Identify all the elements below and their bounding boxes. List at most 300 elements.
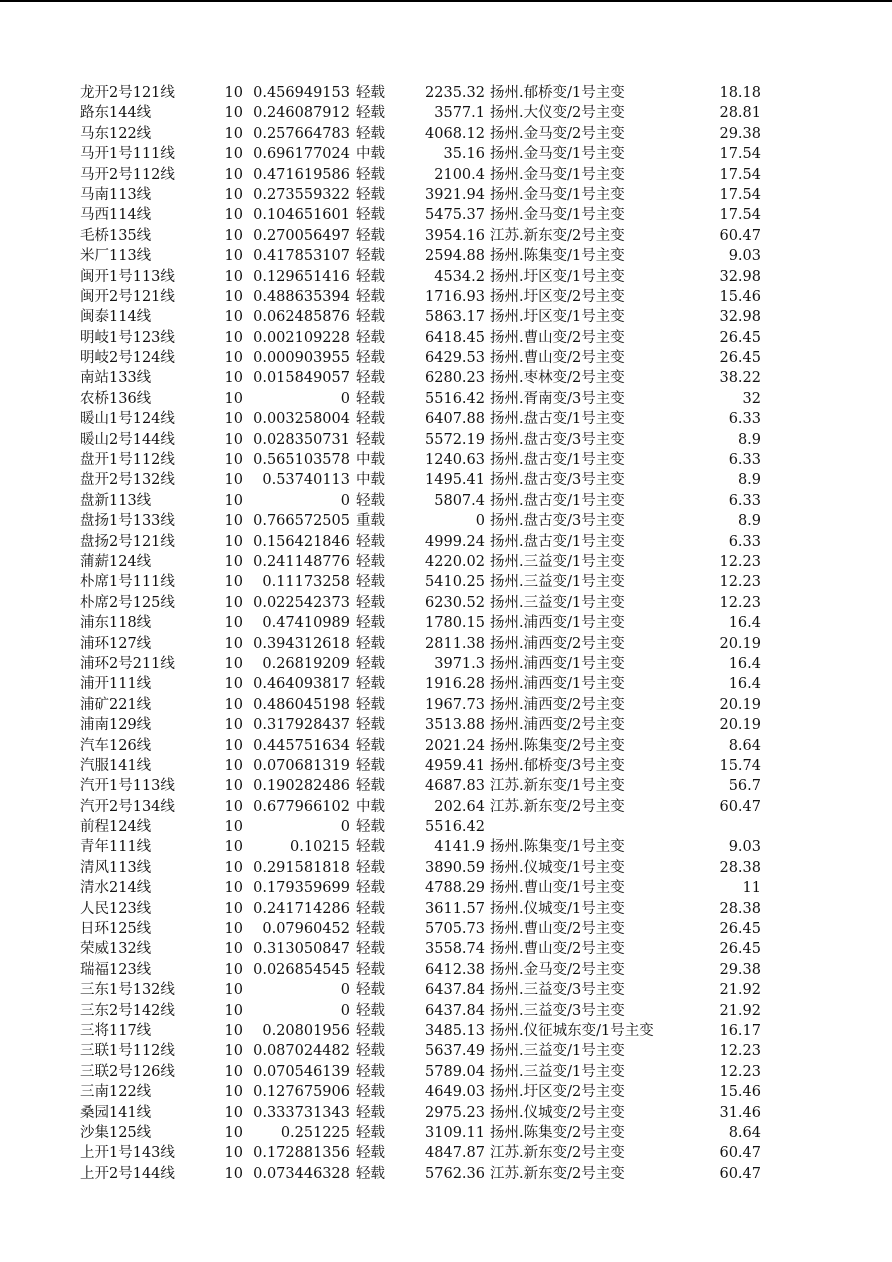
substation-cell: 扬州.陈集变/2号主变 <box>490 737 625 754</box>
value-cell: 8.64 <box>728 1124 761 1141</box>
table-row <box>0 430 892 450</box>
table-row <box>0 1103 892 1123</box>
load-rate-cell: 0.11173258 <box>262 574 350 591</box>
substation-cell: 扬州.盘古变/1号主变 <box>490 411 625 428</box>
load-rate-cell: 0.129651416 <box>253 268 350 285</box>
capacity-cell: 5863.17 <box>425 309 485 326</box>
value-cell: 20.19 <box>719 696 761 713</box>
value-cell: 21.92 <box>719 982 761 999</box>
load-status-cell: 轻载 <box>356 105 385 122</box>
voltage-cell: 10 <box>224 982 243 999</box>
load-status-cell: 轻载 <box>356 635 385 652</box>
load-status-cell: 轻载 <box>356 390 385 407</box>
load-status-cell: 轻载 <box>356 431 385 448</box>
voltage-cell: 10 <box>224 513 243 530</box>
substation-cell: 扬州.圩区变/2号主变 <box>490 1084 625 1101</box>
table-row <box>0 246 892 266</box>
voltage-cell: 10 <box>224 85 243 101</box>
value-cell: 60.47 <box>719 798 761 815</box>
capacity-cell: 4141.9 <box>434 839 485 856</box>
table-row <box>0 389 892 409</box>
line-name-cell: 盘开1号112线 <box>80 452 175 469</box>
value-cell: 60.47 <box>719 1165 761 1182</box>
capacity-cell: 5572.19 <box>425 431 485 448</box>
load-rate-cell: 0.241148776 <box>253 553 350 570</box>
capacity-cell: 3971.3 <box>434 655 485 672</box>
load-status-cell: 轻载 <box>356 615 385 632</box>
capacity-cell: 3577.1 <box>434 105 485 122</box>
value-cell: 17.54 <box>719 166 761 183</box>
table-row <box>0 1001 892 1021</box>
substation-cell: 扬州.浦西变/2号主变 <box>490 717 625 734</box>
value-cell: 26.45 <box>719 329 761 346</box>
table-row <box>0 899 892 919</box>
line-name-cell: 上开2号144线 <box>80 1165 175 1182</box>
load-rate-cell: 0.696177024 <box>253 146 350 163</box>
capacity-cell: 5475.37 <box>425 207 485 224</box>
load-status-cell: 轻载 <box>356 1002 385 1019</box>
table-row <box>0 328 892 348</box>
line-name-cell: 桑园141线 <box>80 1104 152 1121</box>
value-cell: 28.38 <box>719 859 761 876</box>
substation-cell: 江苏.新东变/1号主变 <box>490 778 625 795</box>
value-cell: 32.98 <box>719 309 761 326</box>
load-rate-cell: 0.20801956 <box>262 1022 350 1039</box>
capacity-cell: 4220.02 <box>425 553 485 570</box>
value-cell: 15.46 <box>719 288 761 305</box>
voltage-cell: 10 <box>224 309 243 326</box>
load-rate-cell: 0.015849057 <box>253 370 350 387</box>
voltage-cell: 10 <box>224 1165 243 1182</box>
load-status-cell: 轻载 <box>356 186 385 203</box>
line-name-cell: 浦环2号211线 <box>80 655 175 672</box>
table-row <box>0 674 892 694</box>
voltage-cell: 10 <box>224 472 243 489</box>
load-rate-cell: 0.073446328 <box>253 1165 350 1182</box>
line-name-cell: 青年111线 <box>80 839 152 856</box>
line-name-cell: 三东1号132线 <box>80 982 175 999</box>
voltage-cell: 10 <box>224 921 243 938</box>
voltage-cell: 10 <box>224 125 243 142</box>
value-cell: 26.45 <box>719 941 761 958</box>
load-status-cell: 轻载 <box>356 900 385 917</box>
capacity-cell: 1967.73 <box>425 696 485 713</box>
substation-cell: 江苏.新东变/2号主变 <box>490 798 625 815</box>
table-row <box>0 878 892 898</box>
load-rate-cell: 0.070681319 <box>253 757 350 774</box>
capacity-cell: 35.16 <box>443 146 485 163</box>
voltage-cell: 10 <box>224 1002 243 1019</box>
load-status-cell: 轻载 <box>356 309 385 326</box>
substation-cell: 江苏.新东变/2号主变 <box>490 1145 625 1162</box>
table-row <box>0 491 892 511</box>
table-row <box>0 185 892 205</box>
table-row <box>0 1082 892 1102</box>
load-status-cell: 轻载 <box>356 533 385 550</box>
load-status-cell: 轻载 <box>356 1165 385 1182</box>
load-status-cell: 轻载 <box>356 941 385 958</box>
voltage-cell: 10 <box>224 615 243 632</box>
capacity-cell: 5705.73 <box>425 921 485 938</box>
load-rate-cell: 0.172881356 <box>253 1145 350 1162</box>
load-rate-cell: 0.190282486 <box>253 778 350 795</box>
voltage-cell: 10 <box>224 941 243 958</box>
value-cell: 56.7 <box>728 778 761 795</box>
voltage-cell: 10 <box>224 859 243 876</box>
voltage-cell: 10 <box>224 635 243 652</box>
value-cell: 16.4 <box>728 655 761 672</box>
value-cell: 31.46 <box>719 1104 761 1121</box>
load-rate-cell: 0.070546139 <box>253 1063 350 1080</box>
voltage-cell: 10 <box>224 146 243 163</box>
table-row <box>0 939 892 959</box>
value-cell: 12.23 <box>719 594 761 611</box>
line-name-cell: 汽开2号134线 <box>80 798 175 815</box>
line-name-cell: 龙开2号121线 <box>80 85 175 101</box>
load-status-cell: 轻载 <box>356 921 385 938</box>
substation-cell: 扬州.三益变/3号主变 <box>490 982 625 999</box>
substation-cell: 扬州.浦西变/1号主变 <box>490 655 625 672</box>
table-row <box>0 1041 892 1061</box>
substation-cell: 扬州.金马变/1号主变 <box>490 186 625 203</box>
substation-cell: 扬州.盘古变/1号主变 <box>490 533 625 550</box>
load-status-cell: 轻载 <box>356 268 385 285</box>
load-rate-cell: 0.127675906 <box>253 1084 350 1101</box>
value-cell: 11 <box>742 880 761 897</box>
substation-cell: 扬州.三益变/1号主变 <box>490 1063 625 1080</box>
load-rate-cell: 0.003258004 <box>253 411 350 428</box>
substation-cell: 扬州.金马变/1号主变 <box>490 146 625 163</box>
capacity-cell: 4999.24 <box>425 533 485 550</box>
substation-cell: 扬州.金马变/2号主变 <box>490 961 625 978</box>
table-row <box>0 532 892 552</box>
substation-cell: 扬州.浦西变/1号主变 <box>490 676 625 693</box>
capacity-cell: 3921.94 <box>425 186 485 203</box>
load-rate-cell: 0.062485876 <box>253 309 350 326</box>
value-cell: 8.64 <box>728 737 761 754</box>
value-cell: 29.38 <box>719 125 761 142</box>
line-name-cell: 人民123线 <box>80 900 152 917</box>
load-status-cell: 轻载 <box>356 982 385 999</box>
load-rate-cell: 0.022542373 <box>253 594 350 611</box>
line-name-cell: 朴席2号125线 <box>80 594 175 611</box>
voltage-cell: 10 <box>224 798 243 815</box>
capacity-cell: 3513.88 <box>425 717 485 734</box>
load-status-cell: 轻载 <box>356 961 385 978</box>
voltage-cell: 10 <box>224 105 243 122</box>
line-name-cell: 米厂113线 <box>80 248 152 265</box>
line-name-cell: 浦环127线 <box>80 635 152 652</box>
substation-cell: 扬州.盘古变/3号主变 <box>490 431 625 448</box>
line-name-cell: 日环125线 <box>80 921 152 938</box>
capacity-cell: 4687.83 <box>425 778 485 795</box>
load-rate-cell: 0.464093817 <box>253 676 350 693</box>
load-status-cell: 轻载 <box>356 839 385 856</box>
voltage-cell: 10 <box>224 839 243 856</box>
table-row <box>0 144 892 164</box>
load-status-cell: 轻载 <box>356 717 385 734</box>
load-status-cell: 轻载 <box>356 288 385 305</box>
load-status-cell: 轻载 <box>356 696 385 713</box>
load-rate-cell: 0.471619586 <box>253 166 350 183</box>
voltage-cell: 10 <box>224 1022 243 1039</box>
load-status-cell: 轻载 <box>356 125 385 142</box>
table-row <box>0 776 892 796</box>
capacity-cell: 4959.41 <box>425 757 485 774</box>
load-rate-cell: 0.53740113 <box>262 472 350 489</box>
line-name-cell: 蒲薪124线 <box>80 553 152 570</box>
load-rate-cell: 0.241714286 <box>253 900 350 917</box>
line-name-cell: 三联1号112线 <box>80 1043 175 1060</box>
capacity-cell: 4534.2 <box>434 268 485 285</box>
substation-cell: 扬州.曹山变/2号主变 <box>490 329 625 346</box>
data-table <box>0 83 892 1184</box>
load-status-cell: 轻载 <box>356 676 385 693</box>
table-row <box>0 409 892 429</box>
load-status-cell: 轻载 <box>356 248 385 265</box>
load-status-cell: 轻载 <box>356 1022 385 1039</box>
load-rate-cell: 0 <box>340 1002 350 1019</box>
table-row <box>0 858 892 878</box>
capacity-cell: 5410.25 <box>425 574 485 591</box>
line-name-cell: 盘扬1号133线 <box>80 513 175 530</box>
load-rate-cell: 0.565103578 <box>253 452 350 469</box>
value-cell: 8.9 <box>737 472 761 489</box>
load-status-cell: 轻载 <box>356 207 385 224</box>
substation-cell: 扬州.三益变/1号主变 <box>490 553 625 570</box>
load-rate-cell: 0.156421846 <box>253 533 350 550</box>
value-cell: 17.54 <box>719 186 761 203</box>
substation-cell: 江苏.新东变/2号主变 <box>490 1165 625 1182</box>
value-cell: 26.45 <box>719 350 761 367</box>
value-cell: 38.22 <box>719 370 761 387</box>
substation-cell: 扬州.仪城变/2号主变 <box>490 1104 625 1121</box>
load-status-cell: 轻载 <box>356 1124 385 1141</box>
table-row <box>0 715 892 735</box>
value-cell: 32.98 <box>719 268 761 285</box>
value-cell: 60.47 <box>719 1145 761 1162</box>
capacity-cell: 5516.42 <box>425 819 485 836</box>
line-name-cell: 浦南129线 <box>80 717 152 734</box>
line-name-cell: 暖山2号144线 <box>80 431 175 448</box>
line-name-cell: 瑞福123线 <box>80 961 152 978</box>
load-rate-cell: 0.417853107 <box>253 248 350 265</box>
voltage-cell: 10 <box>224 1084 243 1101</box>
table-row <box>0 511 892 531</box>
capacity-cell: 6429.53 <box>425 350 485 367</box>
value-cell: 16.4 <box>728 676 761 693</box>
value-cell: 12.23 <box>719 1063 761 1080</box>
load-status-cell: 轻载 <box>356 1063 385 1080</box>
line-name-cell: 浦开111线 <box>80 676 152 693</box>
substation-cell: 扬州.陈集变/2号主变 <box>490 1124 625 1141</box>
value-cell: 18.18 <box>719 85 761 101</box>
table-row <box>0 613 892 633</box>
substation-cell: 江苏.新东变/2号主变 <box>490 227 625 244</box>
substation-cell: 扬州.金马变/1号主变 <box>490 207 625 224</box>
load-status-cell: 轻载 <box>356 778 385 795</box>
load-rate-cell: 0 <box>340 492 350 509</box>
capacity-cell: 1780.15 <box>425 615 485 632</box>
substation-cell: 扬州.圩区变/2号主变 <box>490 288 625 305</box>
load-rate-cell: 0.087024482 <box>253 1043 350 1060</box>
load-status-cell: 轻载 <box>356 880 385 897</box>
line-name-cell: 农桥136线 <box>80 390 152 407</box>
substation-cell: 扬州.金马变/2号主变 <box>490 125 625 142</box>
substation-cell: 扬州.曹山变/2号主变 <box>490 921 625 938</box>
value-cell: 9.03 <box>728 839 761 856</box>
load-rate-cell: 0.000903955 <box>253 350 350 367</box>
line-name-cell: 三南122线 <box>80 1084 152 1101</box>
substation-cell: 扬州.郁桥变/1号主变 <box>490 85 625 101</box>
table-row <box>0 1021 892 1041</box>
load-status-cell: 轻载 <box>356 1145 385 1162</box>
substation-cell: 扬州.盘古变/3号主变 <box>490 472 625 489</box>
line-name-cell: 朴席1号111线 <box>80 574 175 591</box>
table-row <box>0 368 892 388</box>
substation-cell: 扬州.盘古变/1号主变 <box>490 452 625 469</box>
table-row <box>0 1164 892 1184</box>
substation-cell: 扬州.仪城变/1号主变 <box>490 900 625 917</box>
value-cell: 6.33 <box>728 411 761 428</box>
substation-cell: 扬州.胥南变/3号主变 <box>490 390 625 407</box>
voltage-cell: 10 <box>224 411 243 428</box>
substation-cell: 扬州.金马变/1号主变 <box>490 166 625 183</box>
table-row <box>0 205 892 225</box>
capacity-cell: 1495.41 <box>425 472 485 489</box>
line-name-cell: 浦矿221线 <box>80 696 152 713</box>
substation-cell: 扬州.浦西变/2号主变 <box>490 635 625 652</box>
line-name-cell: 马开2号112线 <box>80 166 175 183</box>
load-rate-cell: 0.766572505 <box>253 513 350 530</box>
load-rate-cell: 0 <box>340 982 350 999</box>
capacity-cell: 6407.88 <box>425 411 485 428</box>
voltage-cell: 10 <box>224 696 243 713</box>
voltage-cell: 10 <box>224 655 243 672</box>
capacity-cell: 5762.36 <box>425 1165 485 1182</box>
voltage-cell: 10 <box>224 329 243 346</box>
table-row <box>0 797 892 817</box>
capacity-cell: 2100.4 <box>434 166 485 183</box>
capacity-cell: 6437.84 <box>425 982 485 999</box>
voltage-cell: 10 <box>224 1124 243 1141</box>
table-row <box>0 817 892 837</box>
line-name-cell: 三东2号142线 <box>80 1002 175 1019</box>
load-status-cell: 轻载 <box>356 574 385 591</box>
line-name-cell: 沙集125线 <box>80 1124 152 1141</box>
value-cell: 60.47 <box>719 227 761 244</box>
table-row <box>0 980 892 1000</box>
table-row <box>0 1143 892 1163</box>
substation-cell: 扬州.郁桥变/3号主变 <box>490 757 625 774</box>
load-status-cell: 轻载 <box>356 492 385 509</box>
table-row <box>0 552 892 572</box>
line-name-cell: 盘扬2号121线 <box>80 533 175 550</box>
load-status-cell: 轻载 <box>356 227 385 244</box>
voltage-cell: 10 <box>224 594 243 611</box>
substation-cell: 扬州.仪城变/1号主变 <box>490 859 625 876</box>
voltage-cell: 10 <box>224 553 243 570</box>
capacity-cell: 6437.84 <box>425 1002 485 1019</box>
line-name-cell: 清风113线 <box>80 859 152 876</box>
load-rate-cell: 0.313050847 <box>253 941 350 958</box>
voltage-cell: 10 <box>224 227 243 244</box>
table-row <box>0 83 892 103</box>
voltage-cell: 10 <box>224 574 243 591</box>
load-status-cell: 轻载 <box>356 370 385 387</box>
capacity-cell: 6418.45 <box>425 329 485 346</box>
value-cell: 20.19 <box>719 635 761 652</box>
capacity-cell: 202.64 <box>434 798 485 815</box>
line-name-cell: 马东122线 <box>80 125 152 142</box>
load-rate-cell: 0.291581818 <box>253 859 350 876</box>
load-status-cell: 中载 <box>356 146 385 163</box>
load-rate-cell: 0.270056497 <box>253 227 350 244</box>
voltage-cell: 10 <box>224 1145 243 1162</box>
line-name-cell: 盘新113线 <box>80 492 152 509</box>
load-rate-cell: 0.179359699 <box>253 880 350 897</box>
substation-cell: 扬州.大仪变/2号主变 <box>490 105 625 122</box>
load-rate-cell: 0.07960452 <box>262 921 350 938</box>
capacity-cell: 4649.03 <box>425 1084 485 1101</box>
capacity-cell: 1716.93 <box>425 288 485 305</box>
table-row <box>0 165 892 185</box>
capacity-cell: 5516.42 <box>425 390 485 407</box>
capacity-cell: 3890.59 <box>425 859 485 876</box>
load-rate-cell: 0.028350731 <box>253 431 350 448</box>
value-cell: 20.19 <box>719 717 761 734</box>
capacity-cell: 3611.57 <box>425 900 485 917</box>
capacity-cell: 1916.28 <box>425 676 485 693</box>
voltage-cell: 10 <box>224 186 243 203</box>
line-name-cell: 汽车126线 <box>80 737 152 754</box>
value-cell: 15.46 <box>719 1084 761 1101</box>
substation-cell: 扬州.浦西变/2号主变 <box>490 696 625 713</box>
capacity-cell: 3954.16 <box>425 227 485 244</box>
voltage-cell: 10 <box>224 737 243 754</box>
value-cell: 16.17 <box>719 1022 761 1039</box>
table-row <box>0 756 892 776</box>
line-name-cell: 浦东118线 <box>80 615 152 632</box>
line-name-cell: 闽开1号113线 <box>80 268 175 285</box>
load-status-cell: 轻载 <box>356 859 385 876</box>
substation-cell: 扬州.三益变/1号主变 <box>490 1043 625 1060</box>
table-row <box>0 307 892 327</box>
voltage-cell: 10 <box>224 431 243 448</box>
line-name-cell: 闽泰114线 <box>80 309 152 326</box>
line-name-cell: 汽开1号113线 <box>80 778 175 795</box>
substation-cell: 扬州.盘古变/3号主变 <box>490 513 625 530</box>
load-rate-cell: 0.104651601 <box>253 207 350 224</box>
substation-cell: 扬州.仪征城东变/1号主变 <box>490 1022 654 1039</box>
value-cell: 28.81 <box>719 105 761 122</box>
substation-cell: 扬州.曹山变/2号主变 <box>490 350 625 367</box>
value-cell: 17.54 <box>719 146 761 163</box>
value-cell: 12.23 <box>719 574 761 591</box>
load-rate-cell: 0.394312618 <box>253 635 350 652</box>
value-cell: 8.9 <box>737 513 761 530</box>
voltage-cell: 10 <box>224 492 243 509</box>
line-name-cell: 南站133线 <box>80 370 152 387</box>
capacity-cell: 4068.12 <box>425 125 485 142</box>
value-cell: 6.33 <box>728 452 761 469</box>
capacity-cell: 6230.52 <box>425 594 485 611</box>
value-cell: 17.54 <box>719 207 761 224</box>
substation-cell: 扬州.陈集变/1号主变 <box>490 839 625 856</box>
capacity-cell: 2235.32 <box>425 85 485 101</box>
load-rate-cell: 0.333731343 <box>253 1104 350 1121</box>
load-rate-cell: 0.488635394 <box>253 288 350 305</box>
